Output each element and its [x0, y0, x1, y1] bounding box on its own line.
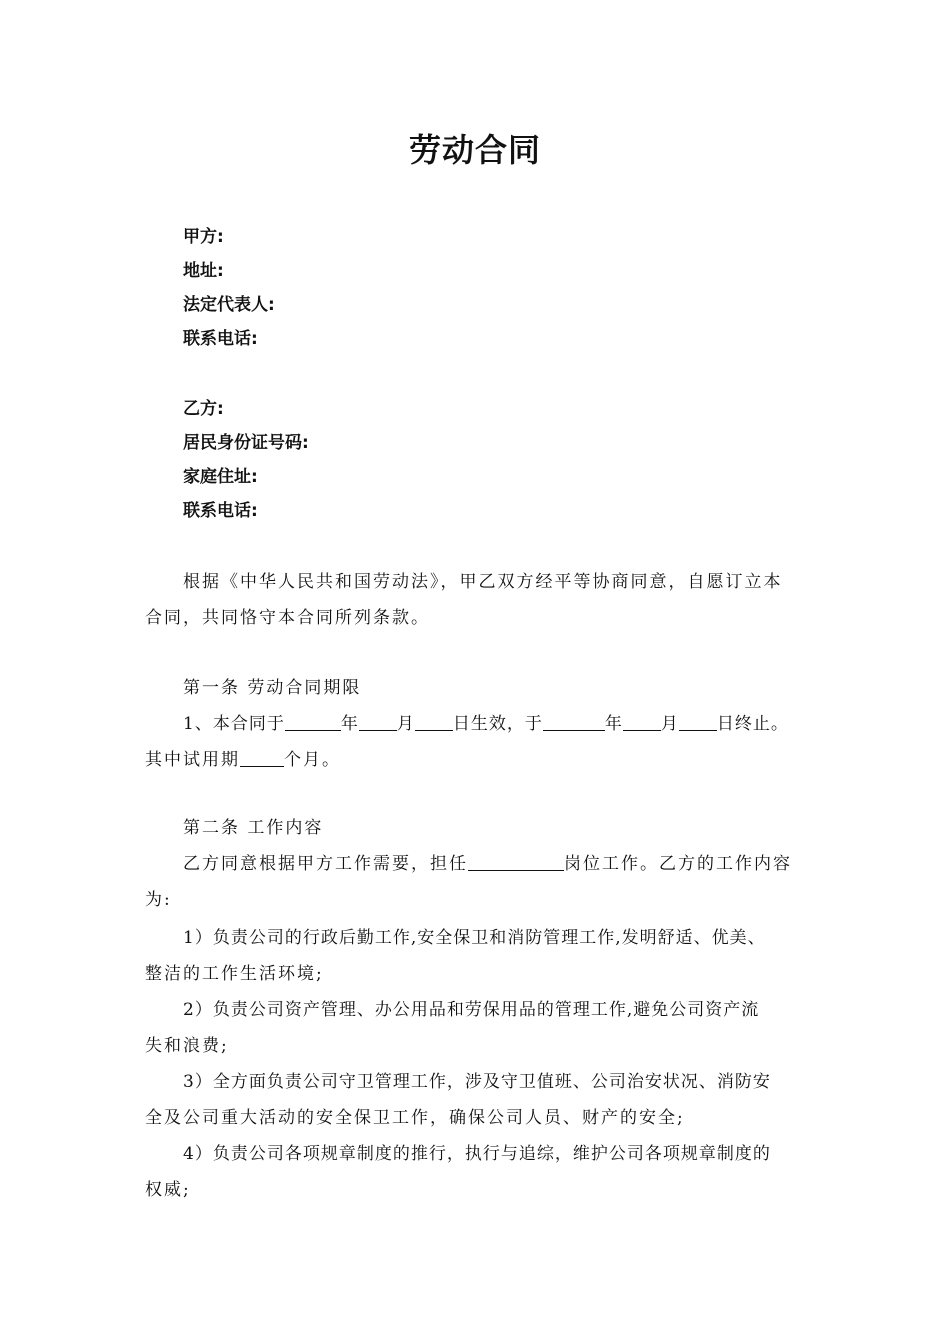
- duty-list: [145, 920, 810, 1208]
- start-year-blank: [285, 712, 341, 731]
- start-month-blank: [359, 712, 397, 731]
- term-text-end-month: 月: [660, 714, 679, 734]
- article-1: [145, 670, 810, 778]
- duty-item-2: [145, 992, 810, 1064]
- duty-item-3-line-2: 全及公司重大活动的安全保卫工作，确保公司人员、财产的安全;: [145, 1108, 685, 1128]
- duty-item-1: [145, 920, 810, 992]
- start-day-blank: [415, 712, 453, 731]
- duty-item-3-line-1: 3）全方面负责公司守卫管理工作，涉及守卫值班、公司治安状况、消防安: [183, 1072, 771, 1092]
- duty-item-2-line-2: 失和浪费;: [145, 1036, 229, 1056]
- article-2-intro-line: [145, 846, 810, 882]
- party-b-phone-label: 联系电话:: [183, 501, 258, 521]
- party-b-id-label: 居民身份证号码:: [183, 433, 309, 453]
- probation-months-blank: [240, 748, 284, 767]
- article-1-term-line: [145, 706, 810, 742]
- article-1-probation-line: [145, 742, 810, 778]
- party-a-phone-label: 联系电话:: [183, 329, 258, 349]
- party-a-name-label: 甲方:: [183, 227, 224, 247]
- duty-item-4: [145, 1136, 810, 1208]
- party-a-legal-rep-label: 法定代表人:: [183, 295, 275, 315]
- term-text-end-year: 年: [604, 714, 623, 734]
- party-b-name-label: 乙方:: [183, 399, 224, 419]
- end-month-blank: [623, 712, 661, 731]
- duty-item-4-line-2: 权威;: [145, 1180, 191, 1200]
- position-blank: [468, 852, 564, 871]
- article-1-heading: 第一条 劳动合同期限: [183, 678, 362, 698]
- party-b-block: [183, 392, 309, 528]
- party-a-address-label: 地址:: [183, 261, 224, 281]
- preamble-line-2: 合同，共同恪守本合同所列条款。: [145, 608, 430, 628]
- preamble: [145, 564, 810, 636]
- end-year-blank: [543, 712, 605, 731]
- document-title: 劳动合同: [408, 131, 541, 169]
- intro-text-start: 乙方同意根据甲方工作需要，担任: [183, 854, 468, 874]
- duty-item-1-line-2: 整洁的工作生活环境;: [145, 964, 324, 984]
- party-b-home-address-label: 家庭住址:: [183, 467, 258, 487]
- duty-item-4-line-1: 4）负责公司各项规章制度的推行，执行与追综，维护公司各项规章制度的: [183, 1144, 771, 1164]
- article-2: [145, 810, 810, 1208]
- intro-text-end: 岗位工作。乙方的工作内容: [564, 854, 792, 874]
- term-text-end: 日终止。: [716, 714, 789, 734]
- duty-item-3: [145, 1064, 810, 1136]
- article-2-intro-cont: 为:: [145, 890, 172, 910]
- term-text-effective: 日生效，于: [452, 714, 543, 734]
- end-day-blank: [679, 712, 717, 731]
- term-text-month: 月: [396, 714, 415, 734]
- preamble-line-1: 根据《中华人民共和国劳动法》，甲乙双方经平等协商同意，自愿订立本: [183, 572, 783, 592]
- probation-text-start: 其中试用期: [145, 750, 240, 770]
- term-text-start: 1、本合同于: [183, 714, 285, 734]
- probation-text-end: 个月。: [284, 750, 341, 770]
- duty-item-2-line-1: 2）负责公司资产管理、办公用品和劳保用品的管理工作,避免公司资产流: [183, 1000, 760, 1020]
- article-2-heading: 第二条 工作内容: [183, 818, 324, 838]
- term-text-year: 年: [340, 714, 359, 734]
- duty-item-1-line-1: 1）负责公司的行政后勤工作,安全保卫和消防管理工作,发明舒适、优美、: [183, 928, 766, 948]
- party-a-block: [183, 220, 275, 356]
